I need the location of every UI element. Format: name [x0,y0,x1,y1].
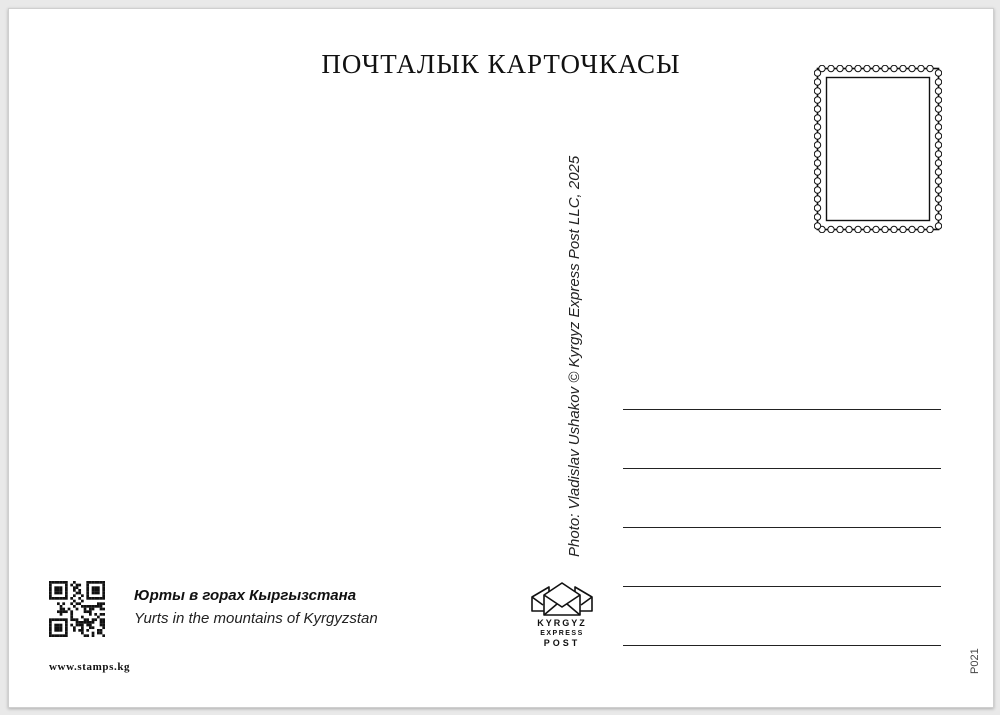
card-title: ПОЧТАЛЫК КАРТОЧКАСЫ [321,49,681,79]
caption-english: Yurts in the mountains of Kyrgyzstan [134,610,378,627]
logo-text-post: POST [543,638,581,648]
kyrgyz-express-post-logo [527,581,597,661]
stamp-placeholder-icon [814,65,942,233]
website-url: www.stamps.kg [49,661,131,673]
caption-russian: Юрты в горах Кыргызстана [134,587,357,604]
address-line [623,468,941,469]
logo-text-express: EXPRESS [540,630,584,637]
envelopes-logo-icon [529,581,595,617]
qr-code-icon [49,581,105,637]
product-code: P021 [969,648,981,674]
photo-credit: Photo: Vladislav Ushakov © Kyrgyz Express Post LLC, 2025 [566,155,583,557]
address-line [623,527,941,528]
address-line [623,409,941,410]
address-line [623,586,941,587]
address-line [623,645,941,646]
logo-text-kyrgyz: KYRGYZ [537,618,587,628]
postcard [8,8,994,708]
